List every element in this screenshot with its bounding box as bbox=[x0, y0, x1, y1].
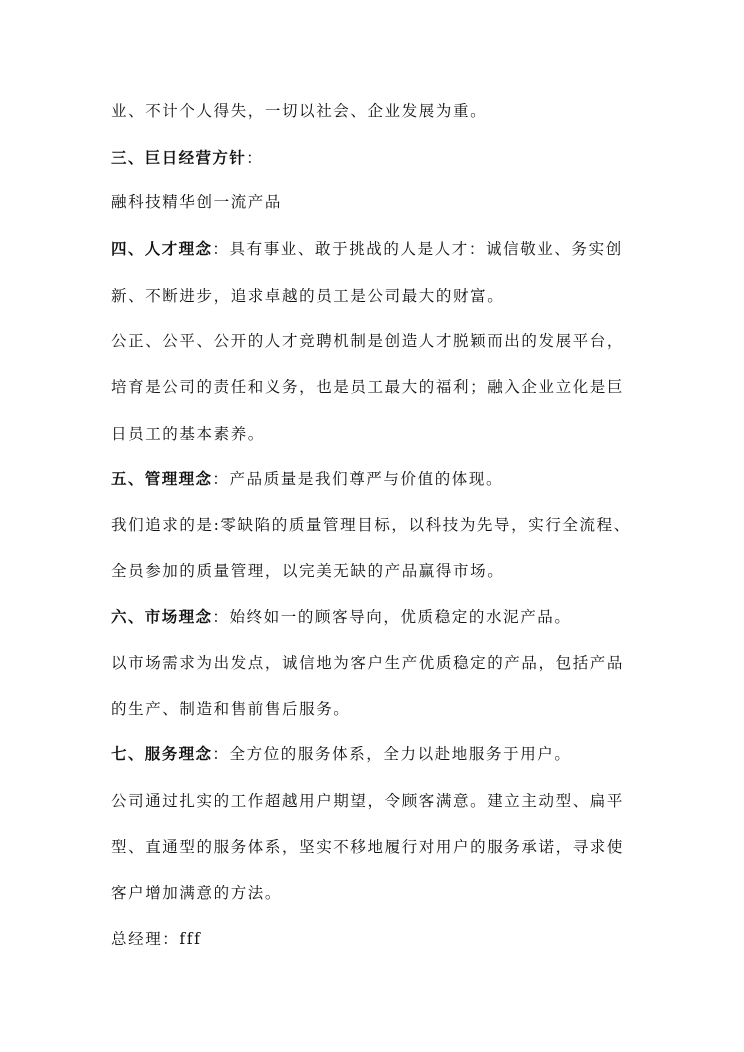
line-text: ：产品质量是我们尊严与价值的体现。 bbox=[212, 470, 504, 488]
paragraph-line bbox=[111, 377, 651, 397]
section-heading: 六、市场理念 bbox=[111, 608, 213, 626]
line-text: 的生产、制造和售前售后服务。 bbox=[111, 700, 351, 718]
section-heading: 五、管理理念 bbox=[111, 470, 213, 488]
paragraph-line bbox=[111, 515, 651, 535]
paragraph-line bbox=[111, 883, 651, 903]
line-text: 我们追求的是:零缺陷的质量管理目标，以科技为先导，实行全流程、 bbox=[111, 516, 631, 534]
paragraph-line bbox=[111, 286, 651, 306]
line-text: 日员工的基本素养。 bbox=[111, 425, 265, 443]
line-text: 公司通过扎实的工作超越用户期望，令顾客满意。建立主动型、扁平 bbox=[111, 792, 625, 810]
line-text: 新、不断进步，追求卓越的员工是公司最大的财富。 bbox=[111, 287, 505, 305]
line-text: 融科技精华创一流产品 bbox=[111, 193, 283, 211]
paragraph-line bbox=[111, 331, 651, 351]
line-text: ： bbox=[246, 149, 264, 167]
paragraph-line bbox=[111, 837, 651, 857]
section-heading-line bbox=[111, 469, 651, 489]
line-text: 型、直通型的服务体系，坚实不移地履行对用户的服务承诺，寻求使 bbox=[111, 838, 625, 856]
paragraph-line bbox=[111, 699, 651, 719]
line-text: 客户增加满意的方法。 bbox=[111, 884, 283, 902]
section-heading-line bbox=[111, 148, 651, 168]
paragraph-line bbox=[111, 101, 651, 121]
signature-line bbox=[111, 929, 651, 949]
section-heading-line bbox=[111, 744, 651, 764]
line-text: ：具有事业、敢于挑战的人是人才：诚信敬业、务实创 bbox=[212, 240, 623, 258]
paragraph-line bbox=[111, 424, 651, 444]
paragraph-line bbox=[111, 791, 651, 811]
line-text: ：全方位的服务体系，全力以赴地服务于用户。 bbox=[212, 745, 572, 763]
section-heading-line bbox=[111, 607, 651, 627]
section-heading: 四、人才理念 bbox=[111, 240, 213, 258]
line-text: 全员参加的质量管理，以完美无缺的产品赢得市场。 bbox=[111, 562, 505, 580]
line-text: ：始终如一的顾客导向，优质稳定的水泥产品。 bbox=[212, 608, 572, 626]
line-text: 业、不计个人得失，一切以社会、企业发展为重。 bbox=[111, 102, 488, 120]
section-heading: 七、服务理念 bbox=[111, 745, 213, 763]
paragraph-line bbox=[111, 653, 651, 673]
section-heading: 三、巨日经营方针 bbox=[111, 149, 247, 167]
section-heading-line bbox=[111, 239, 651, 259]
line-text: 培育是公司的责任和义务，也是员工最大的福利；融入企业立化是巨 bbox=[111, 378, 625, 396]
paragraph-line bbox=[111, 561, 651, 581]
line-text: 公正、公平、公开的人才竞聘机制是创造人才脱颖而出的发展平台， bbox=[111, 332, 625, 350]
line-text: 以市场需求为出发点，诚信地为客户生产优质稳定的产品，包括产品 bbox=[111, 654, 625, 672]
paragraph-line bbox=[111, 192, 651, 212]
line-text: 总经理：fff bbox=[111, 930, 202, 948]
